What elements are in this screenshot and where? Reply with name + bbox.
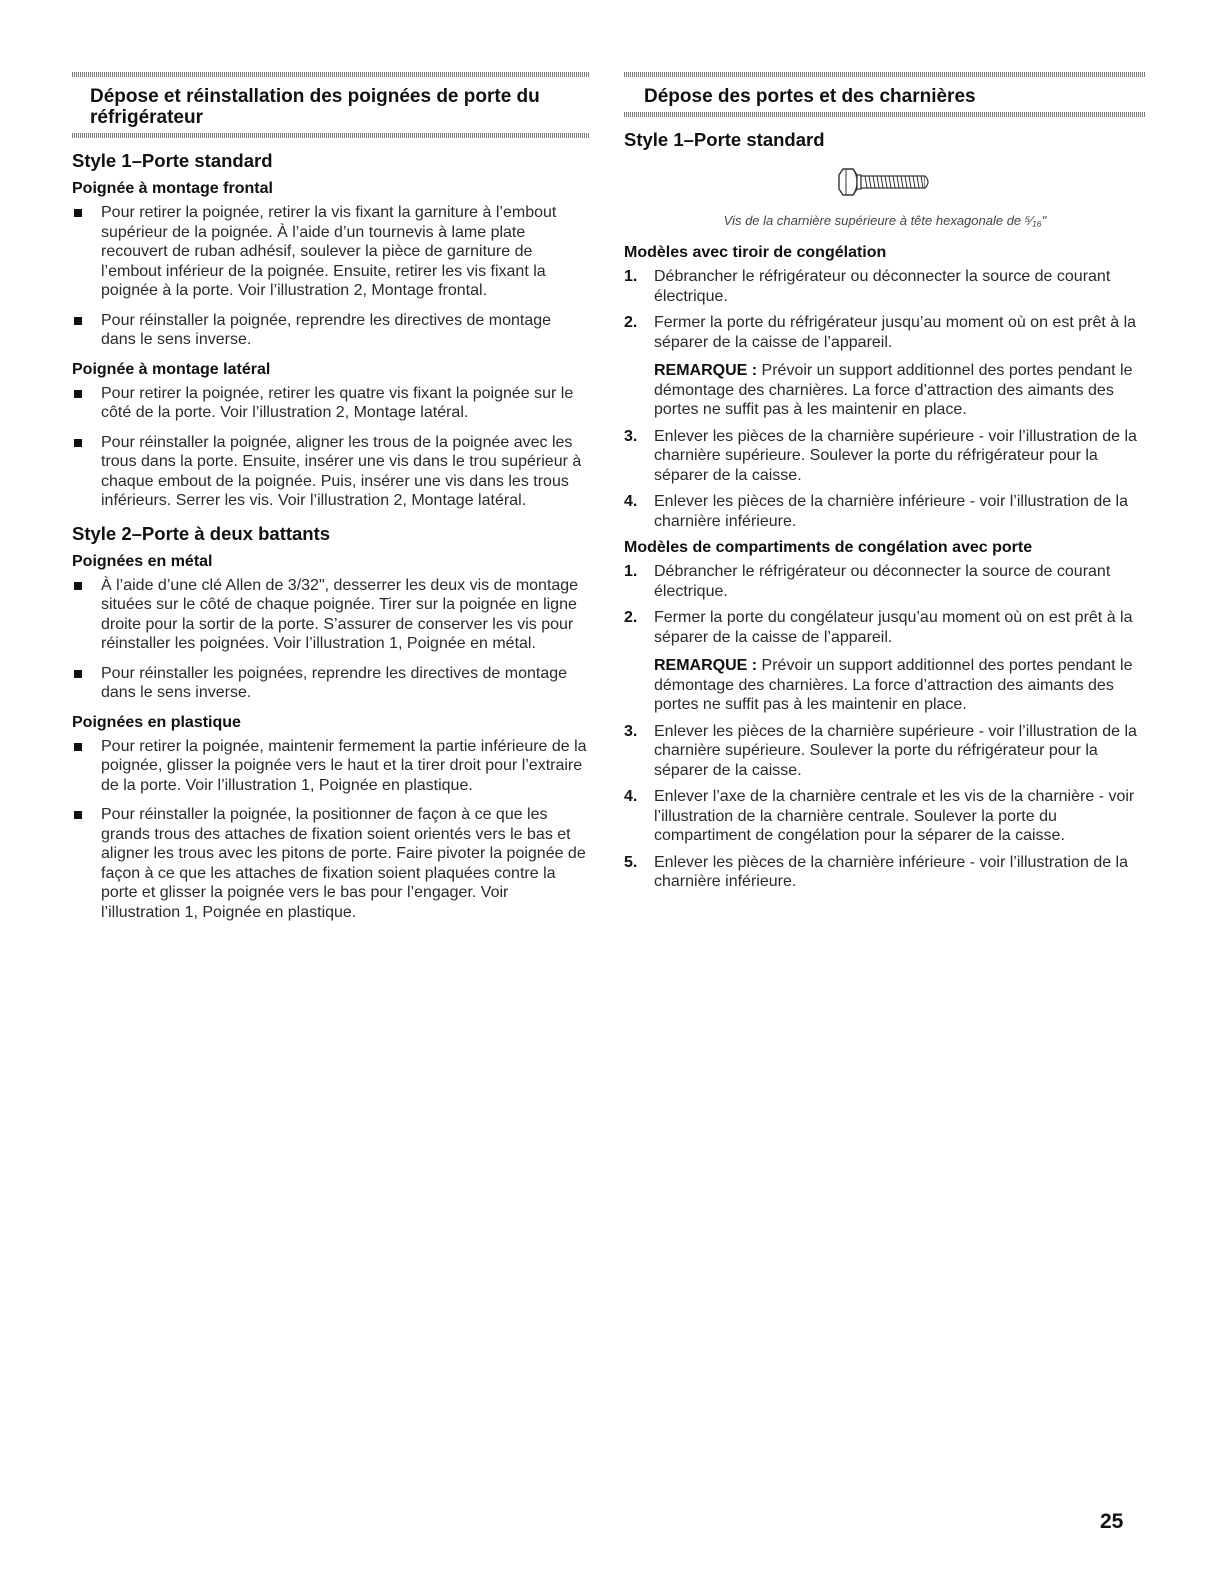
list-item: Pour retirer la poignée, maintenir fermement la partie inférieure de la poignée, glisser la poignée vers le haut et la tirer droit pour l’extraire de la porte. Voir l’illustration 1, Poignée en plastique. xyxy=(72,737,590,796)
list-item: 4. Enlever l’axe de la charnière centrale et les vis de la charnière - voir l’illustration de la charnière centrale. Soulever la porte du compartiment de congélation pour la séparer de la caisse. xyxy=(624,788,1135,844)
frontal-mount-list xyxy=(72,203,590,350)
page-number: 25 xyxy=(1100,1510,1124,1533)
section-bottom-rule xyxy=(624,112,1146,117)
bullet-icon xyxy=(74,582,82,590)
freezer-drawer-steps xyxy=(624,267,1146,531)
section-bottom-rule xyxy=(72,133,590,138)
bullet-icon xyxy=(74,439,82,447)
note: REMARQUE : Prévoir un support additionnel des portes pendant le démontage des charnières. La force d’attraction des aimants des portes ne suffit pas à les maintenir en place. xyxy=(654,362,1133,418)
list-item: Pour réinstaller la poignée, la positionner de façon à ce que les grands trous des attaches de fixation soient orientés vers le bas et aligner les trous avec les pitons de porte. Faire pivoter la poignée de façon à ce que les attaches de fixation soient plaquées contre la porte et glisser la poignée vers le bas pour l’engager. Voir l’illustration 1, Poignée en plastique. xyxy=(72,805,590,922)
list-item: Pour retirer la poignée, retirer la vis fixant la garniture à l’embout supérieur de la poignée. À l’aide d’un tournevis à lame plate recouvert de ruban adhésif, soulever la pièce de garniture de l’embout inférieur de la poignée. Ensuite, retirer les vis fixant la poignée à la porte. Voir l’illustration 2, Montage frontal. xyxy=(72,203,590,301)
list-item: 3. Enlever les pièces de la charnière supérieure - voir l’illustration de la charnière supérieure. Soulever la porte du réfrigérateur pour la séparer de la caisse. xyxy=(624,722,1137,779)
list-item: 2. Fermer la porte du réfrigérateur jusqu’au moment où on est prêt à la séparer de la caisse de l’appareil. REMARQUE : Prévoir un support additionnel des portes pendant le démontage des charnières. La force d’attraction des aimants des portes ne suffit pas à les maintenir en place. xyxy=(624,313,1146,420)
frontal-mount-heading: Poignée à montage frontal xyxy=(72,180,273,197)
style2-heading: Style 2–Porte à deux battants xyxy=(72,522,331,544)
bullet-icon xyxy=(74,390,82,398)
metal-handles-list xyxy=(72,576,590,703)
style1-heading: Style 1–Porte standard xyxy=(72,150,273,171)
left-column xyxy=(72,72,590,932)
list-item: 2. Fermer la porte du congélateur jusqu’au moment où on est prêt à la séparer de la caisse de l’appareil. REMARQUE : Prévoir un support additionnel des portes pendant le démontage des charnières. La force d’attraction des aimants des portes ne suffit pas à les maintenir en place. xyxy=(624,608,1146,715)
hex-screw-illustration xyxy=(624,165,1146,204)
plastic-handles-list xyxy=(72,737,590,923)
freezer-compartment-heading: Modèles de compartiments de congélation avec porte xyxy=(624,539,1033,556)
list-item: À l’aide d’une clé Allen de 3/32", desserrer les deux vis de montage situées sur le côté de chaque poignée. Tirer sur la poignée en ligne droite pour la sortir de la porte. S’assurer de conserver les vis pour réinstaller les poignées. Voir l’illustration 1, Poignée en métal. xyxy=(72,576,590,654)
bullet-icon xyxy=(74,743,82,751)
freezer-drawer-heading: Modèles avec tiroir de congélation xyxy=(624,244,887,261)
list-item: 4. Enlever les pièces de la charnière inférieure - voir l’illustration de la charnière inférieure. xyxy=(624,493,1129,530)
hex-screw-icon xyxy=(837,165,933,199)
right-column xyxy=(624,72,1146,899)
list-item: Pour réinstaller la poignée, reprendre les directives de montage dans le sens inverse. xyxy=(72,311,590,350)
bullet-icon xyxy=(74,670,82,678)
section-title-handles: Dépose et réinstallation des poignées de porte du réfrigérateur xyxy=(90,86,540,128)
freezer-compartment-steps xyxy=(624,562,1146,892)
note: REMARQUE : Prévoir un support additionnel des portes pendant le démontage des charnières. La force d’attraction des aimants des portes ne suffit pas à les maintenir en place. xyxy=(654,657,1133,713)
list-item: Pour réinstaller la poignée, aligner les trous de la poignée avec les trous dans la porte. Ensuite, insérer une vis dans le trou supérieur à chaque embout de la poignée. Puis, insérer une vis dans les trous inférieurs. Serrer les vis. Voir l’illustration 2, Montage latéral. xyxy=(72,433,590,511)
plastic-handles-heading: Poignées en plastique xyxy=(72,713,241,731)
bullet-icon xyxy=(74,811,82,819)
bullet-icon xyxy=(74,317,82,325)
list-item: Pour retirer la poignée, retirer les quatre vis fixant la poignée sur le côté de la porte. Voir l’illustration 2, Montage latéral. xyxy=(72,384,590,423)
bullet-icon xyxy=(74,209,82,217)
list-item: 5. Enlever les pièces de la charnière inférieure - voir l’illustration de la charnière inférieure. xyxy=(624,853,1129,890)
list-item: 1. Débrancher le réfrigérateur ou déconnecter la source de courant électrique. xyxy=(624,563,1111,600)
side-mount-heading: Poignée à montage latéral xyxy=(72,360,271,378)
list-item: Pour réinstaller les poignées, reprendre les directives de montage dans le sens inverse. xyxy=(72,664,590,703)
list-item: 3. Enlever les pièces de la charnière supérieure - voir l’illustration de la charnière supérieure. Soulever la porte du réfrigérateur pour la séparer de la caisse. xyxy=(624,427,1137,484)
list-item: 1. Débrancher le réfrigérateur ou déconnecter la source de courant électrique. xyxy=(624,268,1111,305)
side-mount-list xyxy=(72,384,590,511)
section-title-doors-hinges: Dépose des portes et des charnières xyxy=(644,86,976,107)
style1-heading-right: Style 1–Porte standard xyxy=(624,129,825,150)
metal-handles-heading: Poignées en métal xyxy=(72,552,213,570)
screw-caption: Vis de la charnière supérieure à tête hexagonale de ⁵⁄₁₆" xyxy=(723,213,1047,228)
